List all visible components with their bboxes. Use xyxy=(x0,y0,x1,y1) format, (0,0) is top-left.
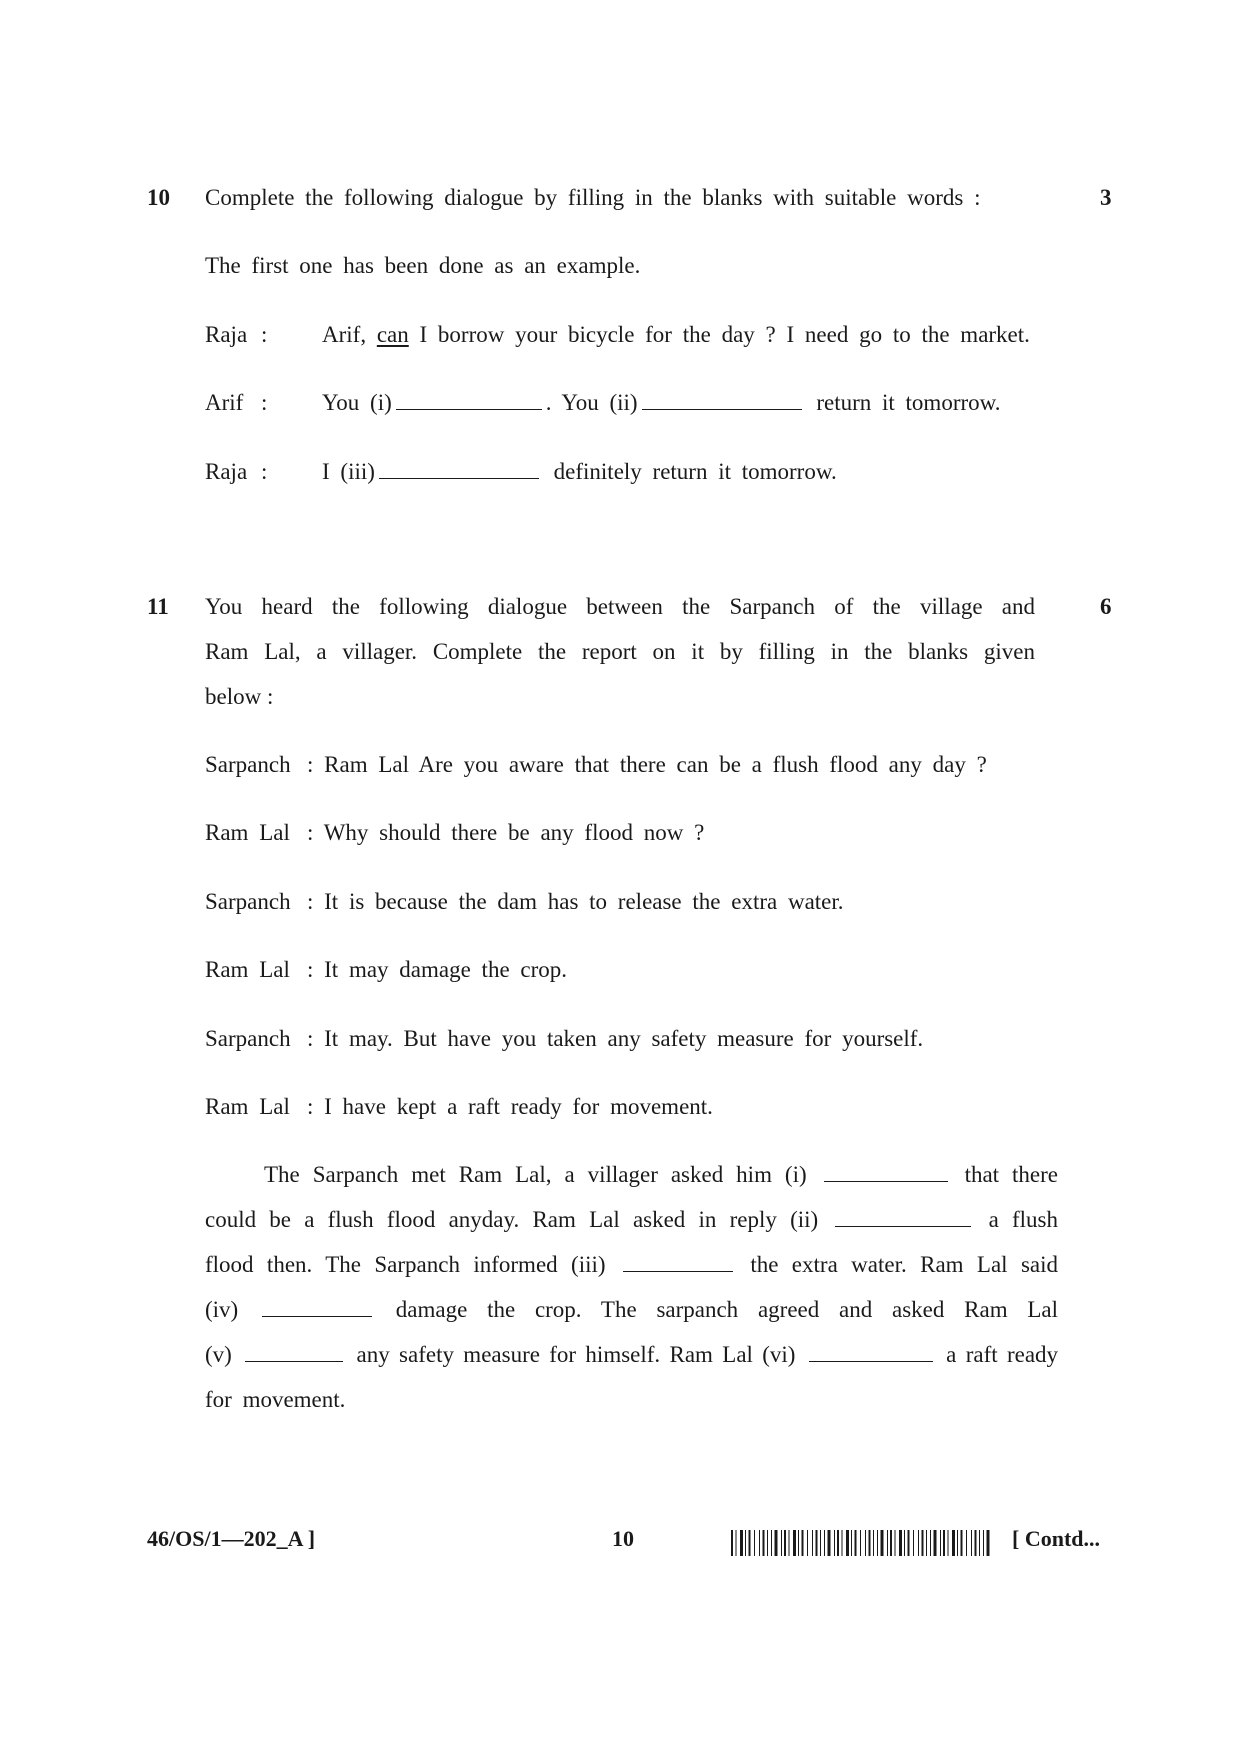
text-part: that there xyxy=(964,1162,1058,1187)
q10-example-note: The first one has been done as an example. xyxy=(205,253,641,278)
q11-marks: 6 xyxy=(1100,594,1112,619)
text-part: the extra water. Ram Lal said xyxy=(750,1252,1059,1277)
answer-blank xyxy=(396,408,542,410)
speaker-label: Ram Lal xyxy=(205,957,290,982)
answer-blank xyxy=(623,1270,733,1272)
answer-blank xyxy=(642,408,802,410)
q10-number: 10 xyxy=(147,185,170,210)
dialogue-text: : It may damage the crop. xyxy=(307,957,568,982)
report-line xyxy=(205,1342,1058,1368)
answer-blank xyxy=(835,1225,971,1227)
dialogue-text: : Why should there be any flood now ? xyxy=(307,820,705,845)
answer-blank xyxy=(809,1360,933,1362)
report-line xyxy=(205,1297,1058,1323)
speaker-colon: : xyxy=(261,459,268,484)
dialogue-text xyxy=(322,459,837,485)
speaker-label: Ram Lal xyxy=(205,1094,290,1119)
q11-intro-line: Ram Lal, a villager. Complete the report on it by filling in the blanks given xyxy=(205,639,1035,664)
text-part: damage the crop. The sarpanch agreed and asked Ram Lal xyxy=(395,1297,1059,1322)
q11-number: 11 xyxy=(147,594,169,619)
text-part: . You (ii) xyxy=(545,390,638,415)
speaker-label: Raja xyxy=(205,322,248,347)
text-part: flood then. The Sarpanch informed (iii) xyxy=(205,1252,606,1277)
q10-instruction: Complete the following dialogue by filling in the blanks with suitable words : xyxy=(205,185,981,210)
speaker-colon: : xyxy=(261,390,268,415)
report-line: for movement. xyxy=(205,1387,346,1412)
text-part: a flush xyxy=(988,1207,1058,1232)
dialogue-text xyxy=(322,390,1001,416)
text-part: (iv) xyxy=(205,1297,239,1322)
speaker-label: Arif xyxy=(205,390,244,415)
text-part: any safety measure for himself. Ram Lal (vi) xyxy=(356,1342,796,1367)
text-part: could be a flush flood anyday. Ram Lal asked in reply (ii) xyxy=(205,1207,819,1232)
dialogue-text: : It is because the dam has to release the extra water. xyxy=(307,889,844,914)
contd-label: [ Contd... xyxy=(1012,1526,1101,1551)
q10-marks: 3 xyxy=(1100,185,1112,210)
answer-blank xyxy=(824,1180,948,1182)
q11-intro-line: You heard the following dialogue between the Sarpanch of the village and xyxy=(205,594,1035,619)
speaker-label: Raja xyxy=(205,459,248,484)
dialogue-text: : Ram Lal Are you aware that there can be a flush flood any day ? xyxy=(307,752,987,777)
speaker-label: Sarpanch xyxy=(205,889,291,914)
text-part: Arif, xyxy=(322,322,367,347)
speaker-label: Ram Lal xyxy=(205,820,290,845)
paper-code: 46/OS/1—202_A ] xyxy=(147,1526,316,1551)
answer-blank xyxy=(379,477,539,479)
report-line xyxy=(205,1207,1058,1233)
speaker-label: Sarpanch xyxy=(205,752,291,777)
q11-intro-line: below : xyxy=(205,684,274,709)
answer-blank xyxy=(245,1360,343,1362)
dialogue-text: : I have kept a raft ready for movement. xyxy=(307,1094,713,1119)
answer-blank xyxy=(262,1315,372,1317)
text-part: (v) xyxy=(205,1342,232,1367)
dialogue-text: : It may. But have you taken any safety measure for yourself. xyxy=(307,1026,924,1051)
text-part: a raft ready xyxy=(946,1342,1059,1367)
barcode-icon xyxy=(731,1530,996,1556)
text-part: You (i) xyxy=(322,390,392,415)
page-number: 10 xyxy=(612,1526,634,1551)
text-part: The Sarpanch met Ram Lal, a villager asked him (i) xyxy=(264,1162,807,1187)
report-line xyxy=(205,1252,1058,1278)
text-part: I borrow your bicycle for the day ? I need go to the market. xyxy=(419,322,1030,347)
speaker-colon: : xyxy=(261,322,268,347)
text-part: I (iii) xyxy=(322,459,375,484)
report-line xyxy=(264,1162,1058,1188)
example-answer: can xyxy=(376,322,409,347)
text-part: definitely return it tomorrow. xyxy=(553,459,837,484)
speaker-label: Sarpanch xyxy=(205,1026,291,1051)
text-part: return it tomorrow. xyxy=(816,390,1001,415)
dialogue-text xyxy=(322,322,1030,348)
